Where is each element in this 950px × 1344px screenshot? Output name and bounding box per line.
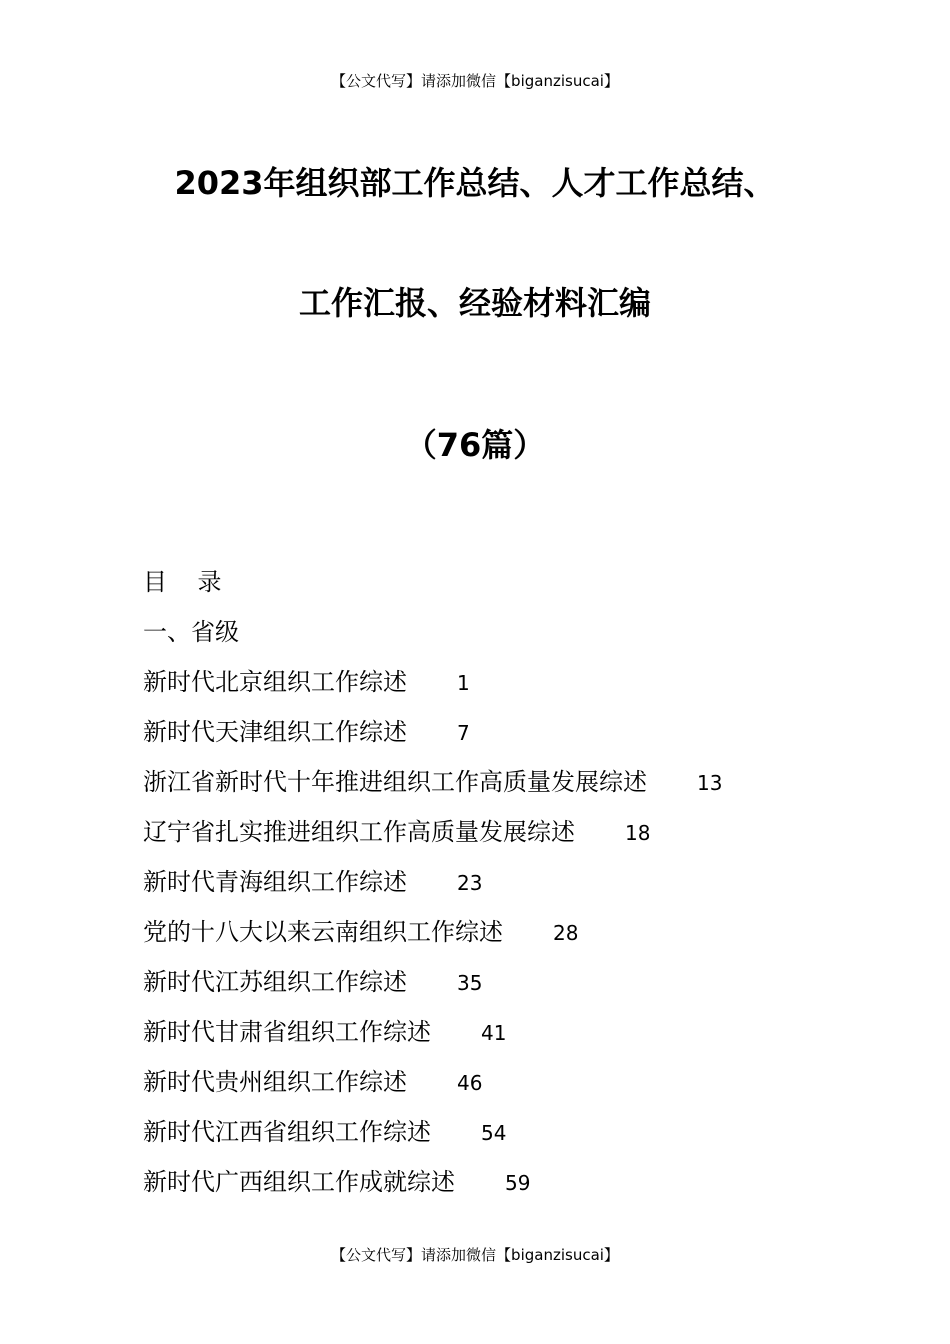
toc-item[interactable] bbox=[143, 812, 650, 847]
toc-item-title: 辽宁省扎实推进组织工作高质量发展综述 bbox=[143, 818, 575, 846]
toc-item-title: 新时代北京组织工作综述 bbox=[143, 668, 407, 696]
toc-item-page: 28 bbox=[553, 921, 579, 945]
toc-item-page: 1 bbox=[457, 671, 470, 695]
toc-item-page: 41 bbox=[481, 1021, 507, 1045]
toc-item-title: 新时代江西省组织工作综述 bbox=[143, 1118, 431, 1146]
toc-item-title: 新时代贵州组织工作综述 bbox=[143, 1068, 407, 1096]
toc-item-page: 13 bbox=[697, 771, 723, 795]
toc-item[interactable] bbox=[143, 962, 482, 997]
document-title-count: （76篇） bbox=[404, 426, 546, 464]
toc-item-page: 35 bbox=[457, 971, 483, 995]
toc-item-title: 新时代广西组织工作成就综述 bbox=[143, 1168, 455, 1196]
page-footer: 【公文代写】请添加微信【biganzisucai】 bbox=[331, 1246, 619, 1264]
toc-item-title: 党的十八大以来云南组织工作综述 bbox=[143, 918, 503, 946]
toc-item-page: 54 bbox=[481, 1121, 507, 1145]
toc-heading: 目 录 bbox=[143, 568, 222, 596]
toc-item-title: 新时代江苏组织工作综述 bbox=[143, 968, 407, 996]
toc-item-page: 23 bbox=[457, 871, 483, 895]
toc-section-heading: 一、省级 bbox=[143, 618, 239, 646]
toc-item-title: 新时代青海组织工作综述 bbox=[143, 868, 407, 896]
document-title-line-1: 2023年组织部工作总结、人才工作总结、 bbox=[174, 164, 776, 202]
toc-item[interactable] bbox=[143, 1162, 530, 1197]
toc-item[interactable] bbox=[143, 712, 470, 747]
toc-item-page: 46 bbox=[457, 1071, 483, 1095]
toc-item-page: 18 bbox=[625, 821, 651, 845]
toc-item[interactable] bbox=[143, 1062, 482, 1097]
toc-item[interactable] bbox=[143, 862, 482, 897]
toc-item[interactable] bbox=[143, 1012, 506, 1047]
toc-item-title: 新时代天津组织工作综述 bbox=[143, 718, 407, 746]
toc-item[interactable] bbox=[143, 1112, 506, 1147]
page-header: 【公文代写】请添加微信【biganzisucai】 bbox=[331, 72, 619, 90]
toc-item[interactable] bbox=[143, 762, 722, 797]
document-title-line-2: 工作汇报、经验材料汇编 bbox=[298, 284, 651, 322]
toc-item[interactable] bbox=[143, 662, 470, 697]
toc-item-page: 59 bbox=[505, 1171, 531, 1195]
toc-item-title: 浙江省新时代十年推进组织工作高质量发展综述 bbox=[143, 768, 647, 796]
toc-item[interactable] bbox=[143, 912, 578, 947]
toc-item-page: 7 bbox=[457, 721, 470, 745]
toc-item-title: 新时代甘肃省组织工作综述 bbox=[143, 1018, 431, 1046]
